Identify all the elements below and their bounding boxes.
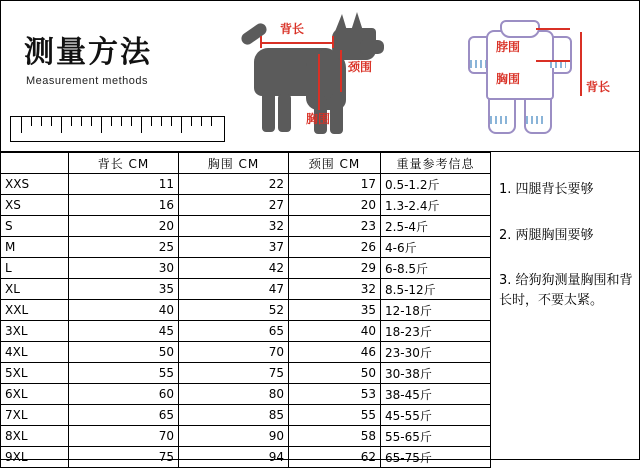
cell-neck: 35 bbox=[289, 300, 381, 321]
table-row bbox=[1, 258, 491, 279]
cell-back: 25 bbox=[69, 237, 179, 258]
cell-neck: 17 bbox=[289, 174, 381, 195]
note-item: 1. 四腿背长要够 bbox=[499, 182, 594, 197]
cell-size: L bbox=[1, 258, 69, 279]
cell-size: M bbox=[1, 237, 69, 258]
table-row bbox=[1, 342, 491, 363]
cell-size: S bbox=[1, 216, 69, 237]
label-chest-girth: 胸围 bbox=[306, 112, 331, 126]
table-row bbox=[1, 321, 491, 342]
leg-shape bbox=[524, 94, 552, 134]
cell-chest: 47 bbox=[179, 279, 289, 300]
cell-back: 75 bbox=[69, 447, 179, 468]
cell-weight: 6-8.5斤 bbox=[381, 258, 491, 279]
cell-back: 55 bbox=[69, 363, 179, 384]
chest-girth-guide bbox=[536, 60, 570, 62]
table-row bbox=[1, 384, 491, 405]
cell-weight: 45-55斤 bbox=[381, 405, 491, 426]
cell-weight: 65-75斤 bbox=[381, 447, 491, 468]
label-back-length: 背长 bbox=[280, 22, 305, 36]
collar-shape bbox=[500, 20, 540, 38]
table-header-row bbox=[1, 153, 491, 174]
cell-weight: 8.5-12斤 bbox=[381, 279, 491, 300]
leg-stripe bbox=[526, 116, 546, 124]
note-item: 3. 给狗狗测量胸围和背长时，不要太紧。 bbox=[499, 273, 633, 308]
cell-back: 60 bbox=[69, 384, 179, 405]
notes-panel bbox=[490, 152, 640, 460]
header-size bbox=[1, 153, 69, 174]
table-row bbox=[1, 363, 491, 384]
cell-size: 4XL bbox=[1, 342, 69, 363]
ruler-icon bbox=[10, 116, 225, 142]
cell-size: XXS bbox=[1, 174, 69, 195]
cell-neck: 20 bbox=[289, 195, 381, 216]
header-weight-reference: 重量参考信息 bbox=[381, 153, 491, 174]
cell-neck: 32 bbox=[289, 279, 381, 300]
cell-back: 65 bbox=[69, 405, 179, 426]
cell-back: 45 bbox=[69, 321, 179, 342]
cell-size: XXL bbox=[1, 300, 69, 321]
cell-chest: 37 bbox=[179, 237, 289, 258]
cell-chest: 80 bbox=[179, 384, 289, 405]
sleeve-stripe bbox=[470, 60, 486, 68]
back-length-guide bbox=[260, 42, 334, 44]
cell-neck: 58 bbox=[289, 426, 381, 447]
cell-weight: 4-6斤 bbox=[381, 237, 491, 258]
cell-size: 9XL bbox=[1, 447, 69, 468]
dog-leg-shape bbox=[330, 94, 343, 134]
label-chest-girth: 胸围 bbox=[496, 72, 521, 86]
cell-neck: 23 bbox=[289, 216, 381, 237]
cell-chest: 75 bbox=[179, 363, 289, 384]
cell-neck: 62 bbox=[289, 447, 381, 468]
header-neck-girth: 颈围 CM bbox=[289, 153, 381, 174]
page-subtitle: Measurement methods bbox=[26, 75, 148, 87]
table-row bbox=[1, 216, 491, 237]
cell-weight: 0.5-1.2斤 bbox=[381, 174, 491, 195]
cell-chest: 27 bbox=[179, 195, 289, 216]
cell-neck: 55 bbox=[289, 405, 381, 426]
dog-leg-shape bbox=[262, 90, 275, 132]
cell-neck: 40 bbox=[289, 321, 381, 342]
cell-neck: 26 bbox=[289, 237, 381, 258]
table-row bbox=[1, 237, 491, 258]
cell-size: 6XL bbox=[1, 384, 69, 405]
size-table bbox=[0, 152, 491, 468]
neck-girth-guide bbox=[340, 50, 342, 92]
cell-chest: 90 bbox=[179, 426, 289, 447]
cell-back: 11 bbox=[69, 174, 179, 195]
cell-weight: 30-38斤 bbox=[381, 363, 491, 384]
table-row bbox=[1, 447, 491, 468]
note-item: 2. 两腿胸围要够 bbox=[499, 227, 594, 243]
neck-girth-guide bbox=[536, 28, 570, 30]
table-row bbox=[1, 300, 491, 321]
cell-size: XS bbox=[1, 195, 69, 216]
header-banner bbox=[0, 0, 640, 152]
cell-back: 30 bbox=[69, 258, 179, 279]
title-block bbox=[24, 36, 234, 87]
cell-neck: 46 bbox=[289, 342, 381, 363]
cell-chest: 22 bbox=[179, 174, 289, 195]
cell-chest: 42 bbox=[179, 258, 289, 279]
cell-back: 16 bbox=[69, 195, 179, 216]
size-table-area bbox=[0, 152, 490, 465]
leg-stripe bbox=[490, 116, 510, 124]
cell-back: 70 bbox=[69, 426, 179, 447]
table-row bbox=[1, 426, 491, 447]
header-back-length: 背长 CM bbox=[69, 153, 179, 174]
cell-size: 7XL bbox=[1, 405, 69, 426]
cell-weight: 1.3-2.4斤 bbox=[381, 195, 491, 216]
back-length-guide-end bbox=[260, 36, 262, 48]
cell-chest: 32 bbox=[179, 216, 289, 237]
label-back-length: 背长 bbox=[586, 80, 611, 94]
header-chest-girth: 胸围 CM bbox=[179, 153, 289, 174]
label-neck-girth: 颈围 bbox=[348, 60, 373, 74]
cell-weight: 55-65斤 bbox=[381, 426, 491, 447]
cell-neck: 50 bbox=[289, 363, 381, 384]
cell-weight: 2.5-4斤 bbox=[381, 216, 491, 237]
leg-shape bbox=[488, 94, 516, 134]
table-row bbox=[1, 405, 491, 426]
table-row bbox=[1, 174, 491, 195]
cell-size: 3XL bbox=[1, 321, 69, 342]
cell-weight: 38-45斤 bbox=[381, 384, 491, 405]
cell-chest: 52 bbox=[179, 300, 289, 321]
cell-weight: 23-30斤 bbox=[381, 342, 491, 363]
table-body bbox=[1, 174, 491, 468]
dog-diagram bbox=[248, 10, 388, 150]
cell-size: 5XL bbox=[1, 363, 69, 384]
back-length-guide bbox=[580, 32, 582, 96]
table-row bbox=[1, 279, 491, 300]
cell-chest: 85 bbox=[179, 405, 289, 426]
cell-chest: 65 bbox=[179, 321, 289, 342]
cell-weight: 18-23斤 bbox=[381, 321, 491, 342]
cell-neck: 53 bbox=[289, 384, 381, 405]
cell-neck: 29 bbox=[289, 258, 381, 279]
dog-leg-shape bbox=[278, 94, 291, 132]
cell-weight: 12-18斤 bbox=[381, 300, 491, 321]
back-length-guide-end bbox=[332, 36, 334, 48]
cell-back: 40 bbox=[69, 300, 179, 321]
page-title: 测量方法 bbox=[24, 35, 152, 70]
cell-chest: 94 bbox=[179, 447, 289, 468]
label-neck-girth: 脖围 bbox=[496, 40, 521, 54]
cell-back: 20 bbox=[69, 216, 179, 237]
cell-size: XL bbox=[1, 279, 69, 300]
cell-back: 35 bbox=[69, 279, 179, 300]
table-row bbox=[1, 195, 491, 216]
cell-chest: 70 bbox=[179, 342, 289, 363]
dog-snout-shape bbox=[360, 40, 384, 54]
cell-back: 50 bbox=[69, 342, 179, 363]
chest-girth-guide bbox=[318, 54, 320, 110]
cell-size: 8XL bbox=[1, 426, 69, 447]
garment-diagram bbox=[460, 8, 630, 150]
